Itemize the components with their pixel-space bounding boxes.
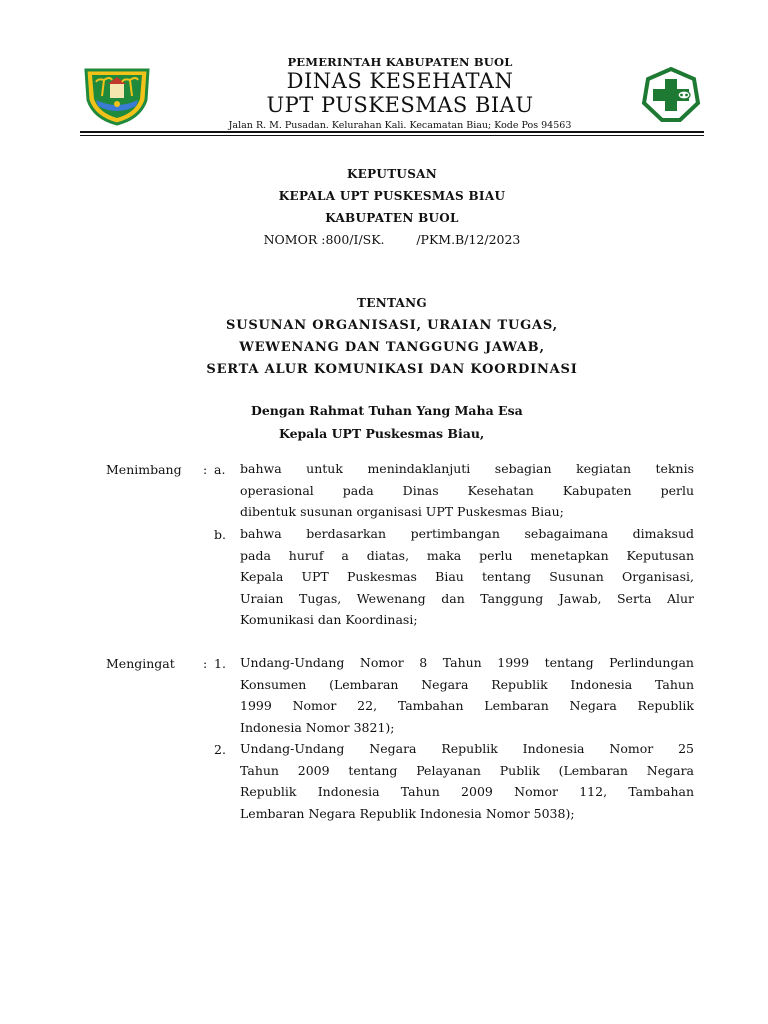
text-line: bahwa untuk menindaklanjuti sebagian kegiatan teknis [240, 461, 694, 476]
text-line: dibentuk susunan organisasi UPT Puskesmas Biau; [240, 504, 564, 520]
menimbang-label: Menimbang [106, 462, 182, 477]
decree-number: NOMOR :800/I/SK. /PKM.B/12/2023 [263, 232, 521, 247]
mengingat-label: Mengingat [106, 656, 175, 671]
invocation-line-1: Dengan Rahmat Tuhan Yang Maha Esa [251, 403, 523, 418]
decree-type: KEPUTUSAN [346, 167, 438, 181]
text-line: Lembaran Negara Republik Indonesia Nomor 5038); [240, 805, 575, 821]
text-line: Komunikasi dan Koordinasi; [240, 612, 418, 628]
subject-line-3: SERTA ALUR KOMUNIKASI DAN KOORDINASI [206, 362, 578, 377]
text-line: operasional pada Dinas Kesehatan Kabupaten perlu [240, 482, 694, 498]
text-line: pada huruf a diatas, maka perlu menetapkan Keputusan [240, 547, 694, 563]
letterhead-rule-thin [80, 135, 704, 136]
text-line: 1999 Nomor 22, Tambahan Lembaran Negara Republik [240, 698, 694, 714]
mengingat-colon: : [203, 656, 208, 671]
text-line: Uraian Tugas, Wewenang dan Tanggung Jawab, Serta Alur [240, 590, 694, 606]
text-line: Undang-Undang Negara Republik Indonesia Nomor 25 [240, 741, 694, 756]
decree-region: KABUPATEN BUOL [325, 211, 459, 225]
mengingat-2-marker: 2. [214, 742, 226, 757]
text-line: Tahun 2009 tentang Pelayanan Publik (Lembaran Negara [240, 762, 694, 778]
menimbang-a-text [240, 458, 694, 523]
text-line: Kepala UPT Puskesmas Biau tentang Susunan Organisasi, [240, 569, 694, 585]
text-line: Konsumen (Lembaran Negara Republik Indonesia Tahun [240, 676, 694, 692]
text-line: bahwa berdasarkan pertimbangan sebagaimana dimaksud [240, 526, 694, 541]
menimbang-b-text [240, 523, 694, 631]
mengingat-2-text [240, 738, 694, 824]
puskesmas-cross-icon [640, 67, 702, 123]
subject-line-2: WEWENANG DAN TANGGUNG JAWAB, [239, 340, 545, 355]
subject-label: TENTANG [357, 296, 427, 310]
subject-line-1: SUSUNAN ORGANISASI, URAIAN TUGAS, [226, 318, 558, 333]
menimbang-colon: : [203, 462, 208, 477]
letterhead-unit: UPT PUSKESMAS BIAU [266, 93, 534, 117]
letterhead-rule-thick [80, 131, 704, 133]
menimbang-b-marker: b. [214, 527, 226, 542]
decree-issuer: KEPALA UPT PUSKESMAS BIAU [278, 189, 506, 203]
menimbang-a-marker: a. [214, 462, 226, 477]
mengingat-1-text [240, 652, 694, 738]
letterhead [150, 55, 650, 133]
letterhead-agency: DINAS KESEHATAN [286, 69, 514, 93]
letterhead-government: PEMERINTAH KABUPATEN BUOL [287, 55, 513, 69]
text-line: Republik Indonesia Tahun 2009 Nomor 112, Tambahan [240, 784, 694, 800]
letterhead-address: Jalan R. M. Pusadan. Kelurahan Kali. Kecamatan Biau; Kode Pos 94563 [228, 120, 572, 131]
kabupaten-buol-emblem-icon [80, 66, 154, 126]
invocation-line-2: Kepala UPT Puskesmas Biau, [279, 426, 485, 441]
text-line: Indonesia Nomor 3821); [240, 719, 395, 735]
text-line: Undang-Undang Nomor 8 Tahun 1999 tentang Perlindungan [240, 655, 694, 670]
mengingat-1-marker: 1. [214, 656, 226, 671]
